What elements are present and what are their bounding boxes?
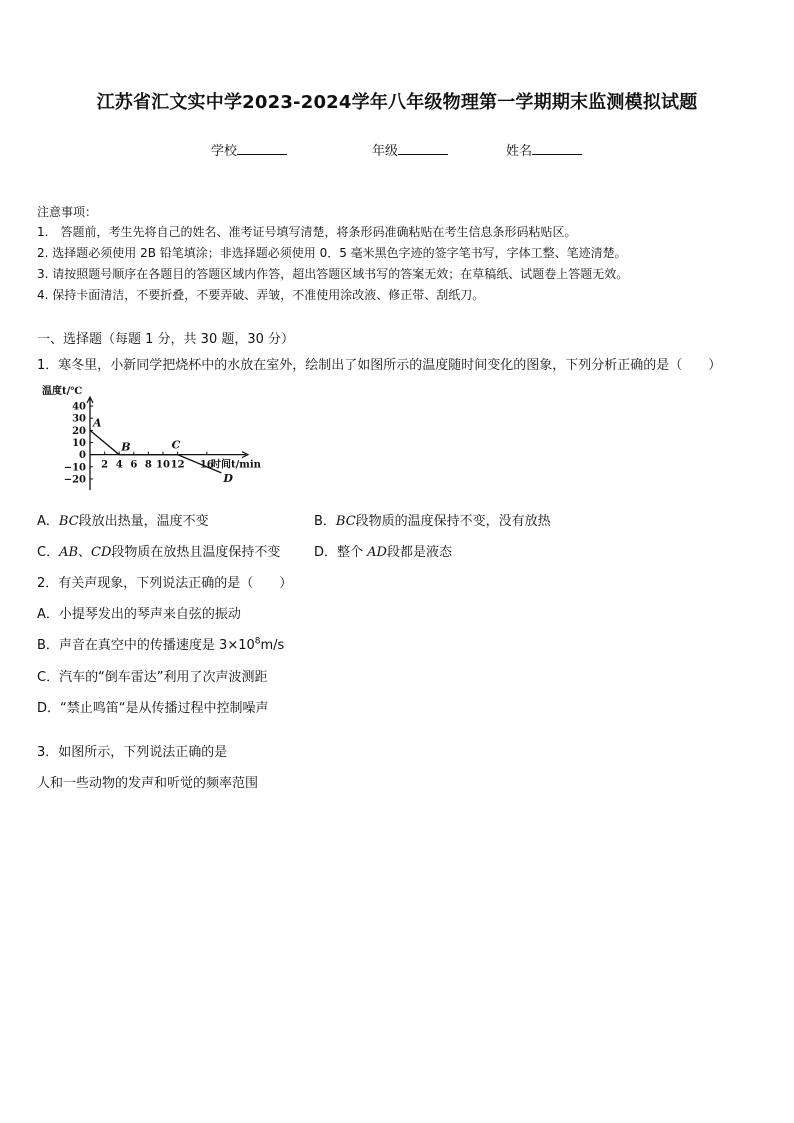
- x-tick-label: 2: [101, 459, 109, 471]
- notice-item: 2. 选择题必须使用 2B 铅笔填涂；非选择题必须使用 0．5 毫米黑色字迹的签字笔书写，字体工整、笔迹清楚。: [37, 246, 627, 260]
- y-axis-label: 温度t/℃: [42, 386, 83, 397]
- option-var: AB: [59, 545, 79, 560]
- question-3-stem: 3．如图所示，下列说法正确的是: [37, 745, 228, 760]
- option-var: CD: [91, 545, 112, 560]
- y-tick-label: 0: [79, 450, 86, 462]
- x-tick-label: 16: [199, 459, 214, 471]
- y-tick-label: 20: [72, 425, 86, 437]
- notice-heading: 注意事项：: [37, 205, 98, 219]
- point-label-a: A: [93, 416, 102, 430]
- option-prefix: D．整个: [314, 545, 368, 560]
- school-blank: [237, 142, 287, 155]
- option-sep: 、: [78, 545, 92, 560]
- q1-option-c[interactable]: [37, 541, 280, 560]
- option-exponent: 8: [254, 636, 261, 647]
- grade-blank: [398, 142, 448, 155]
- option-var: AD: [367, 545, 387, 560]
- y-tick-label: 30: [72, 413, 86, 425]
- name-field: [506, 140, 582, 159]
- option-text: 段物质的温度保持不变，没有放热: [355, 514, 551, 529]
- question-1-stem: 1．寒冬里，小新同学把烧杯中的水放在室外，绘制出了如图所示的温度随时间变化的图象，下列分析正确的是（ ）: [37, 358, 722, 373]
- point-label-d: D: [223, 471, 233, 485]
- page-title: 江苏省汇文实中学2023-2024学年八年级物理第一学期期末监测模拟试题: [96, 92, 698, 113]
- option-prefix: C．: [37, 545, 60, 560]
- name-blank: [532, 142, 582, 155]
- temperature-chart: [40, 380, 270, 495]
- question-3-figure-caption: 人和一些动物的发声和听觉的频率范围: [37, 776, 259, 791]
- option-unit: m/s: [260, 638, 285, 653]
- grade-field: [372, 140, 448, 159]
- option-text: 段放出热量，温度不变: [78, 514, 209, 529]
- school-field: [211, 140, 287, 159]
- notice-item: 4. 保持卡面清洁，不要折叠，不要弄破、弄皱，不准使用涂改液、修正带、刮纸刀。: [37, 288, 485, 302]
- point-label-c: C: [171, 438, 181, 452]
- q1-option-d[interactable]: [314, 541, 452, 560]
- q2-option-c[interactable]: C．汽车的“倒车雷达”利用了次声波测距: [37, 670, 268, 685]
- notice-item: 3. 请按照题号顺序在各题目的答题区域内作答，超出答题区域书写的答案无效；在草稿纸、试题卷上答题无效。: [37, 267, 629, 281]
- y-tick-label: 40: [72, 401, 86, 413]
- option-prefix: B．: [314, 514, 336, 529]
- q2-option-b[interactable]: [37, 634, 284, 653]
- option-prefix: A．: [37, 514, 59, 529]
- school-label: 学校: [211, 144, 238, 159]
- x-tick-label: 10: [156, 459, 170, 471]
- option-var: BC: [335, 514, 356, 529]
- grade-label: 年级: [372, 144, 399, 159]
- y-tick-label: −20: [63, 474, 86, 486]
- option-var: BC: [58, 514, 79, 529]
- x-axis-label: 时间t/min: [211, 459, 261, 471]
- y-tick-label: −10: [63, 462, 86, 474]
- option-text: 段都是液态: [386, 545, 452, 560]
- x-tick-label: 8: [144, 459, 152, 471]
- q1-option-a[interactable]: [37, 510, 209, 529]
- x-tick-label: 12: [170, 459, 185, 471]
- x-tick-label: 6: [130, 459, 138, 471]
- x-tick-label: 4: [115, 459, 123, 471]
- temperature-time-graph: [40, 380, 270, 495]
- option-text: B．声音在真空中的传播速度是 3×10: [37, 638, 255, 653]
- name-label: 姓名: [506, 144, 533, 159]
- option-text: 段物质在放热且温度保持不变: [111, 545, 281, 560]
- q2-option-d[interactable]: D．“禁止鸣笛“是从传播过程中控制噪声: [37, 701, 269, 716]
- point-label-b: B: [121, 440, 131, 454]
- y-tick-label: 10: [72, 438, 86, 449]
- section-heading: 一、选择题（每题 1 分，共 30 题，30 分）: [37, 332, 295, 347]
- notice-item: 1. 答题前，考生先将自己的姓名、准考证号填写清楚，将条形码准确粘贴在考生信息条形码粘贴区。: [37, 225, 577, 239]
- student-info-row: [0, 140, 794, 160]
- q1-option-b[interactable]: [314, 510, 551, 529]
- question-2-stem: 2．有关声现象，下列说法正确的是（ ）: [37, 576, 293, 591]
- q2-option-a[interactable]: A．小提琴发出的琴声来自弦的振动: [37, 607, 241, 622]
